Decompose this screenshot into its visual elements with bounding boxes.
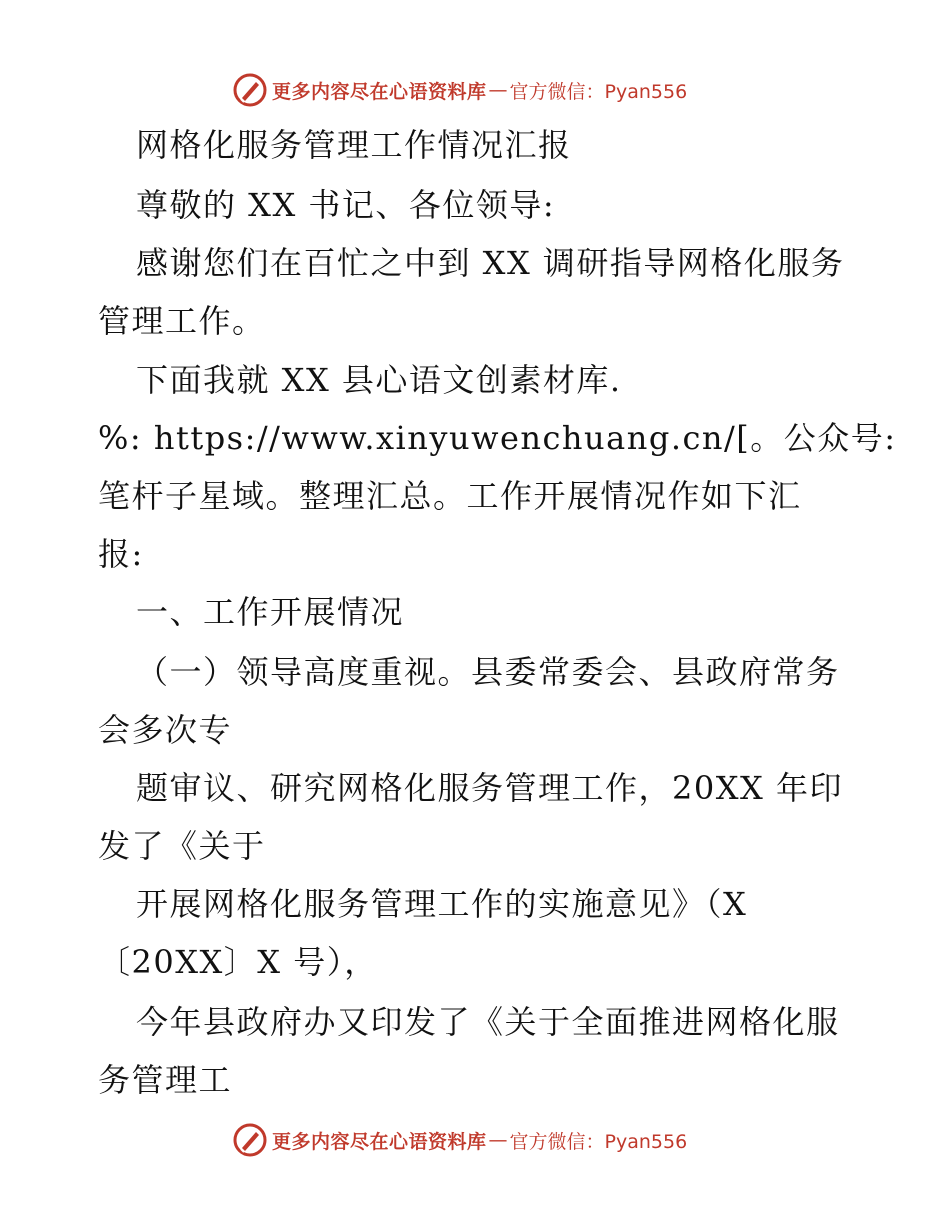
paragraph-line: 笔杆子星域。整理汇总。工作开展情况作如下汇 (98, 477, 802, 515)
salutation: 尊敬的 XX 书记、各位领导: (136, 186, 556, 224)
paragraph-line: 开展网格化服务管理工作的实施意见》（X (136, 885, 748, 923)
paragraph-line: 〔20XX〕X 号）， (98, 943, 378, 981)
paragraph-line: 题审议、研究网格化服务管理工作，20XX 年印 (136, 769, 843, 807)
paragraph-line: 感谢您们在百忙之中到 XX 调研指导网格化服务 (136, 244, 845, 282)
paragraph-line: 下面我就 XX 县心语文创素材库. (136, 361, 622, 399)
banner-main-text: 更多内容尽在心语资料库 (272, 80, 487, 103)
pen-logo-icon (232, 1122, 268, 1158)
paragraph-line: 今年县政府办又印发了《关于全面推进网格化服 (136, 1003, 840, 1041)
header-banner (232, 70, 687, 110)
banner-dash: — (488, 79, 508, 101)
section-heading: 一、工作开展情况 (136, 593, 405, 631)
banner-main-text: 更多内容尽在心语资料库 (272, 1130, 487, 1153)
footer-banner (232, 1120, 687, 1160)
banner-dash: — (488, 1129, 508, 1151)
paragraph-line: 务管理工 (98, 1061, 233, 1099)
banner-sub-text: 官方微信：Pyan556 (509, 80, 688, 103)
paragraph-line: %: https://www.xinyuwenchuang.cn/[。公众号: (98, 419, 897, 457)
document-title: 网格化服务管理工作情况汇报 (136, 126, 572, 164)
pen-logo-icon (232, 72, 268, 108)
paragraph-line: 会多次专 (98, 711, 233, 749)
paragraph-line: （一）领导高度重视。县委常委会、县政府常务 (136, 653, 840, 691)
paragraph-line: 报: (98, 535, 144, 573)
banner-sub-text: 官方微信：Pyan556 (509, 1130, 688, 1153)
paragraph-line: 管理工作。 (98, 302, 266, 340)
paragraph-line: 发了《关于 (98, 827, 266, 865)
